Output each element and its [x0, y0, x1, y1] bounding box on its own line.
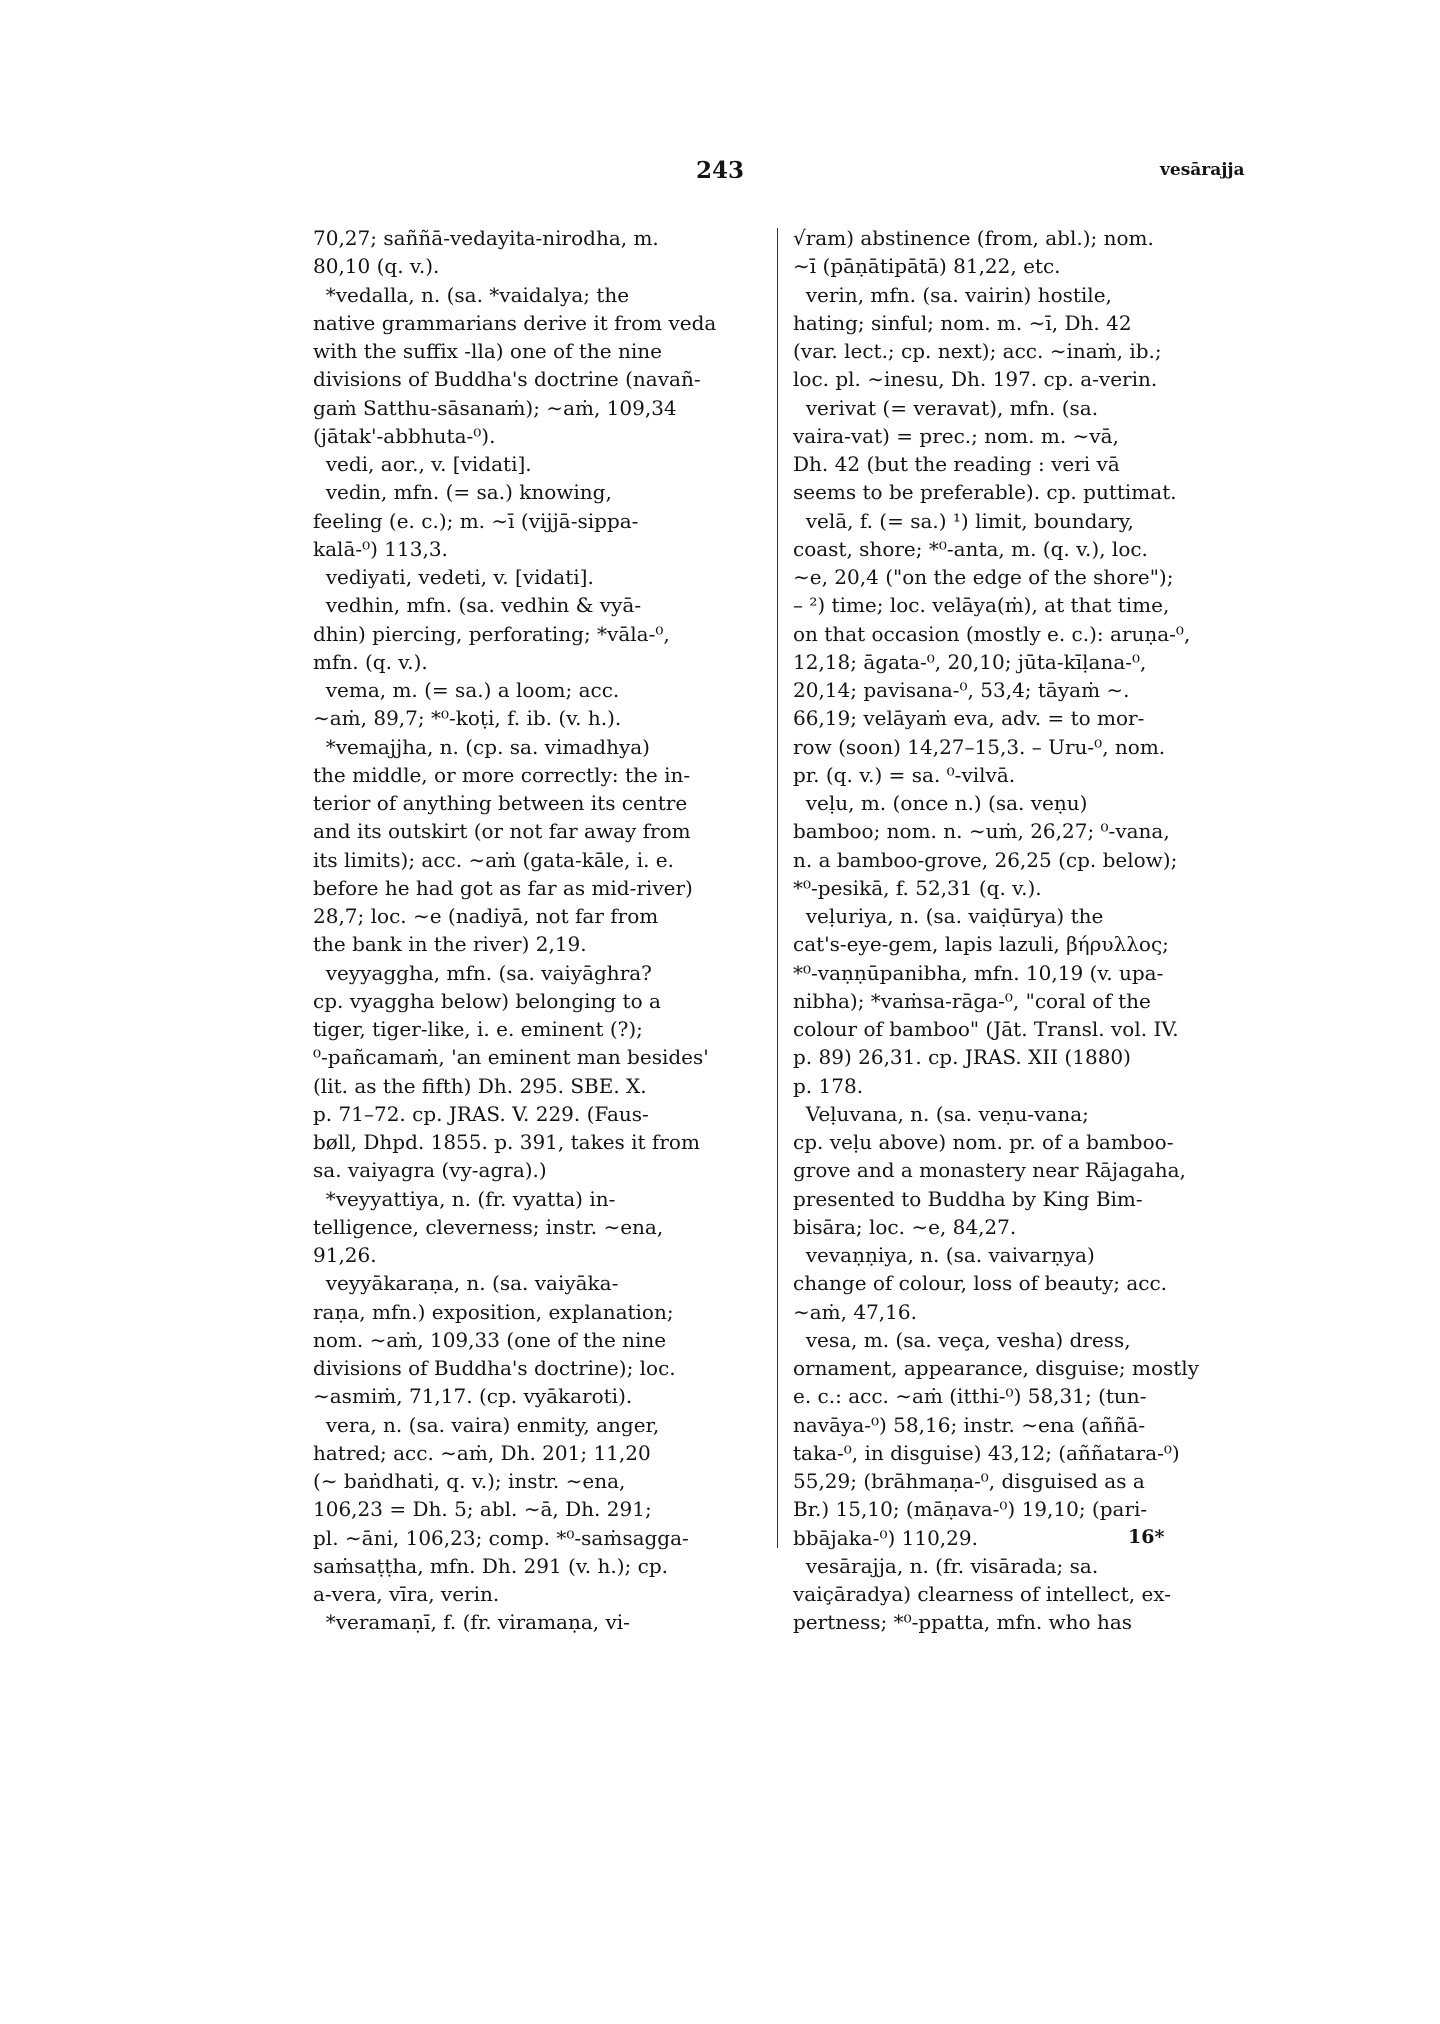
text-line: velā, f. (= sa.) ¹) limit, boundary, [793, 508, 1134, 533]
text-line: bbājaka-⁰) 110,29. [793, 1525, 978, 1550]
column-rule [777, 228, 778, 1548]
text-line: divisions of Buddha's doctrine); loc. [313, 1356, 676, 1380]
page-number: 243 [695, 157, 744, 184]
text-line: 28,7; loc. ∼e (nadiyā, not far from [313, 904, 659, 928]
text-line: seems to be preferable). cp. puttimat. [793, 480, 1177, 505]
text-line: veḷu, m. (once n.) (sa. veṇu) [793, 791, 1088, 815]
text-line: *vemajjha, n. (cp. sa. vimadhya) [313, 734, 650, 759]
text-line: Dh. 42 (but the reading : veri vā [793, 452, 1120, 476]
text-line: coast, shore; *⁰-anta, m. (q. v.), loc. [793, 536, 1148, 561]
text-line: loc. pl. ∼inesu, Dh. 197. cp. a-verin. [793, 367, 1158, 392]
text-line: vesa, m. (sa. veça, vesha) dress, [793, 1327, 1131, 1352]
text-line: 70,27; saññā-vedayita-nirodha, m. [313, 226, 659, 250]
text-line: pr. (q. v.) = sa. ⁰-vilvā. [793, 762, 1016, 787]
text-line: vaira-vat) = prec.; nom. m. ∼vā, [793, 423, 1119, 448]
text-line: and its outskirt (or not far away from [313, 819, 691, 844]
text-line: 20,14; pavisana-⁰, 53,4; tāyaṁ ∼. [793, 678, 1130, 702]
text-line: cat's-eye-gem, lapis lazuli, βήρυλλος; [793, 932, 1169, 957]
text-line: ∼aṁ, 89,7; *⁰-koṭi, f. ib. (v. h.). [313, 706, 622, 731]
text-line: with the suffix -lla) one of the nine [313, 339, 662, 363]
text-line: bamboo; nom. n. ∼uṁ, 26,27; ⁰-vana, [793, 819, 1170, 844]
text-line: Veḷuvana, n. (sa. veṇu-vana; [793, 1101, 1089, 1126]
text-line: – ²) time; loc. velāya(ṁ), at that time, [793, 593, 1170, 618]
text-line: 55,29; (brāhmaṇa-⁰, disguised as a [793, 1469, 1145, 1493]
text-line: vaiçāradya) clearness of intellect, ex- [793, 1582, 1171, 1606]
text-line: gaṁ Satthu-sāsanaṁ); ∼aṁ, 109,34 [313, 395, 677, 420]
text-line: ∼aṁ, 47,16. [793, 1299, 917, 1324]
text-line: p. 71–72. cp. JRAS. V. 229. (Faus- [313, 1101, 649, 1126]
signature-mark: 16* [1128, 1526, 1165, 1548]
text-line: ⁰-pañcamaṁ, 'an eminent man besides' [313, 1045, 709, 1070]
text-line: kalā-⁰) 113,3. [313, 536, 448, 561]
text-line: hatred; acc. ∼aṁ, Dh. 201; 11,20 [313, 1440, 651, 1465]
text-line: *⁰-vaṇṇūpanibha, mfn. 10,19 (v. upa- [793, 960, 1164, 985]
text-line: vesārajja, n. (fr. visārada; sa. [793, 1553, 1099, 1578]
text-line: the middle, or more correctly: the in- [313, 762, 691, 787]
text-line: veyyākaraṇa, n. (sa. vaiyāka- [313, 1271, 619, 1296]
text-line: presented to Buddha by King Bim- [793, 1186, 1143, 1211]
text-line: vevaṇṇiya, n. (sa. vaivarṇya) [793, 1243, 1095, 1267]
text-line: bisāra; loc. ∼e, 84,27. [793, 1214, 1017, 1239]
text-line: Br.) 15,10; (māṇava-⁰) 19,10; (pari- [793, 1497, 1148, 1522]
text-line: vema, m. (= sa.) a loom; acc. [313, 678, 620, 702]
text-line: navāya-⁰) 58,16; instr. ∼ena (aññā- [793, 1412, 1146, 1437]
text-line: raṇa, mfn.) exposition, explanation; [313, 1299, 674, 1324]
text-line: *veyyattiya, n. (fr. vyatta) in- [313, 1186, 616, 1211]
text-line: saṁsaṭṭha, mfn. Dh. 291 (v. h.); cp. [313, 1553, 668, 1578]
text-line: ∼asmiṁ, 71,17. (cp. vyākaroti). [313, 1384, 633, 1409]
text-line: a-vera, vīra, verin. [313, 1582, 500, 1606]
text-line: vediyati, vedeti, v. [vidati]. [313, 565, 594, 589]
text-line: 106,23 = Dh. 5; abl. ∼ā, Dh. 291; [313, 1497, 652, 1522]
text-line: sa. vaiyagra (vy-agra).) [313, 1158, 547, 1183]
text-line: change of colour, loss of beauty; acc. [793, 1271, 1168, 1296]
running-head: vesārajja [1160, 160, 1245, 180]
text-line: p. 89) 26,31. cp. JRAS. XII (1880) [793, 1045, 1131, 1070]
text-line: vedi, aor., v. [vidati]. [313, 452, 532, 476]
text-line: cp. vyaggha below) belonging to a [313, 988, 661, 1013]
right-column [793, 224, 1253, 1637]
text-line: ∼ī (pāṇātipātā) 81,22, etc. [793, 254, 1061, 279]
text-line: feeling (e. c.); m. ∼ī (vijjā-sippa- [313, 508, 639, 533]
text-line: cp. veḷu above) nom. pr. of a bamboo- [793, 1130, 1174, 1154]
text-line: vedhin, mfn. (sa. vedhin & vyā- [313, 593, 642, 618]
text-line: 80,10 (q. v.). [313, 254, 440, 279]
text-line: ornament, appearance, disguise; mostly [793, 1356, 1199, 1380]
text-line: ∼e, 20,4 ("on the edge of the shore"); [793, 565, 1174, 589]
text-line: before he had got as far as mid-river) [313, 875, 693, 900]
text-line: veḷuriya, n. (sa. vaiḍūrya) the [793, 904, 1104, 928]
text-line: p. 178. [793, 1073, 864, 1098]
text-line: divisions of Buddha's doctrine (navañ- [313, 367, 701, 392]
text-line: veyyaggha, mfn. (sa. vaiyāghra? [313, 960, 652, 985]
text-line: dhin) piercing, perforating; *vāla-⁰, [313, 621, 670, 646]
text-line: verivat (= veravat), mfn. (sa. [793, 395, 1099, 420]
text-line: nom. ∼aṁ, 109,33 (one of the nine [313, 1327, 667, 1352]
text-line: vera, n. (sa. vaira) enmity, anger, [313, 1412, 660, 1437]
text-line: nibha); *vaṁsa-rāga-⁰, "coral of the [793, 988, 1151, 1013]
text-line: grove and a monastery near Rājagaha, [793, 1158, 1186, 1183]
text-line: (jātak'-abbhuta-⁰). [313, 423, 496, 448]
text-line: mfn. (q. v.). [313, 649, 428, 674]
text-line: tiger, tiger-like, i. e. eminent (?); [313, 1017, 643, 1041]
text-line: row (soon) 14,27–15,3. – Uru-⁰, nom. [793, 734, 1166, 759]
text-line: √ram) abstinence (from, abl.); nom. [793, 226, 1154, 250]
text-line: 12,18; āgata-⁰, 20,10; jūta-kīḷana-⁰, [793, 649, 1147, 674]
text-line: its limits); acc. ∼aṁ (gata-kāle, i. e. [313, 847, 674, 872]
text-line: taka-⁰, in disguise) 43,12; (aññatara-⁰) [793, 1440, 1180, 1465]
text-line: on that occasion (mostly e. c.): aruṇa-⁰, [793, 621, 1191, 646]
text-line: verin, mfn. (sa. vairin) hostile, [793, 282, 1112, 307]
left-column [313, 224, 773, 1637]
text-line: pl. ∼āni, 106,23; comp. *⁰-saṁsagga- [313, 1525, 689, 1550]
text-line: colour of bamboo" (Jāt. Transl. vol. IV. [793, 1017, 1179, 1041]
text-line: native grammarians derive it from veda [313, 310, 717, 335]
text-line: e. c.: acc. ∼aṁ (itthi-⁰) 58,31; (tun- [793, 1384, 1147, 1409]
text-line: bøll, Dhpd. 1855. p. 391, takes it from [313, 1130, 700, 1154]
text-line: the bank in the river) 2,19. [313, 932, 587, 957]
text-line: n. a bamboo-grove, 26,25 (cp. below); [793, 847, 1178, 872]
text-line: (∼ baṅdhati, q. v.); instr. ∼ena, [313, 1469, 626, 1493]
text-line: (lit. as the fifth) Dh. 295. SBE. X. [313, 1073, 647, 1098]
text-line: *veramaṇī, f. (fr. viramaṇa, vi- [313, 1610, 630, 1635]
text-line: telligence, cleverness; instr. ∼ena, [313, 1214, 664, 1239]
text-line: hating; sinful; nom. m. ∼ī, Dh. 42 [793, 310, 1132, 335]
text-line: 66,19; velāyaṁ eva, adv. = to mor- [793, 706, 1145, 731]
text-line: *⁰-pesikā, f. 52,31 (q. v.). [793, 875, 1042, 900]
text-line: (var. lect.; cp. next); acc. ∼inaṁ, ib.; [793, 339, 1162, 363]
text-line: pertness; *⁰-ppatta, mfn. who has [793, 1610, 1133, 1635]
text-line: vedin, mfn. (= sa.) knowing, [313, 480, 612, 505]
text-line: *vedalla, n. (sa. *vaidalya; the [313, 282, 630, 307]
text-line: terior of anything between its centre [313, 791, 688, 815]
text-line: 91,26. [313, 1243, 377, 1267]
